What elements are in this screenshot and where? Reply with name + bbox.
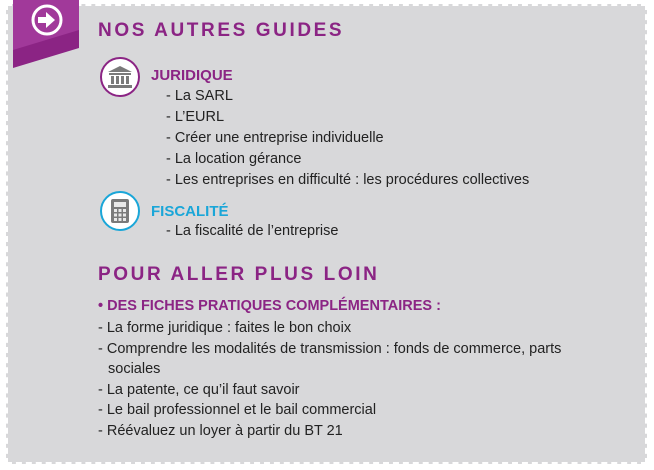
guide-link[interactable]: - La location gérance <box>166 151 302 167</box>
courthouse-icon <box>100 57 140 97</box>
guide-link[interactable]: - La fiscalité de l’entreprise <box>166 223 339 239</box>
ribbon-bookmark <box>13 0 79 68</box>
further-link[interactable]: - La patente, ce qu’il faut savoir <box>98 381 300 398</box>
further-subtitle: • DES FICHES PRATIQUES COMPLÉMENTAIRES : <box>98 298 441 314</box>
section-title-guides: NOS AUTRES GUIDES <box>98 20 345 41</box>
guide-link[interactable]: - La SARL <box>166 88 233 104</box>
category-title-fiscalite: FISCALITÉ <box>151 203 229 220</box>
guide-link[interactable]: - Créer une entreprise individuelle <box>166 130 384 146</box>
juridique-list <box>166 86 529 191</box>
further-link[interactable]: - Comprendre les modalités de transmission : fonds de commerce, parts sociales <box>98 340 562 377</box>
guide-link[interactable]: - L’EURL <box>166 109 225 125</box>
guide-link[interactable]: - Les entreprises en difficulté : les procédures collectives <box>166 172 530 188</box>
fiscalite-list <box>166 221 338 242</box>
calculator-icon <box>100 191 140 231</box>
further-link[interactable]: - Le bail professionnel et le bail commercial <box>98 402 377 418</box>
further-link[interactable]: - La forme juridique : faites le bon choix <box>98 320 352 336</box>
further-list <box>98 318 598 441</box>
further-link[interactable]: - Réévaluez un loyer à partir du BT 21 <box>98 422 343 439</box>
section-title-further: POUR ALLER PLUS LOIN <box>98 264 380 285</box>
category-title-juridique: JURIDIQUE <box>151 67 233 84</box>
